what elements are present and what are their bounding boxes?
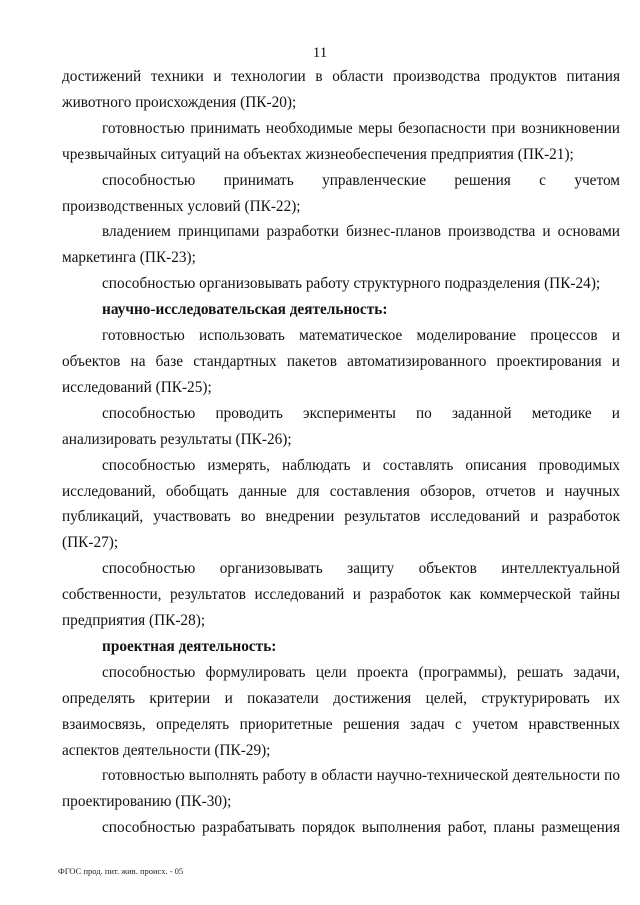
paragraph-pk22: способностью принимать управленческие решения с учетом производственных условий (ПК-22);: [62, 171, 620, 215]
paragraph-pk31-start: способностью разрабатывать порядок выполнения работ, планы размещения: [102, 819, 620, 837]
paragraph-pk29: способностью формулировать цели проекта (программы), решать задачи, определять критерии и показатели достижения целей, структурировать их взаимосвязь, определять приоритетные решения задач с учетом нравственных аспектов деятельности (ПК-29);: [62, 663, 620, 759]
section-heading-project: проектная деятельность:: [102, 637, 277, 655]
document-body: [62, 64, 620, 841]
paragraph-pk23: владением принципами разработки бизнес-планов производства и основами маркетинга (ПК-23);: [62, 223, 620, 267]
paragraph-pk27: способностью измерять, наблюдать и составлять описания проводимых исследований, обобщать данные для составления обзоров, отчетов и научных публикаций, участвовать во внедрении результатов исследований и разработок (ПК-27);: [62, 456, 620, 552]
section-heading-research: научно-исследовательская деятельность:: [102, 301, 388, 319]
paragraph-pk26: способностью проводить эксперименты по заданной методике и анализировать результаты (ПК-26);: [62, 404, 620, 448]
paragraph-pk28: способностью организовывать защиту объектов интеллектуальной собственности, результатов исследований и разработок как коммерческой тайны предприятия (ПК-28);: [62, 560, 620, 630]
paragraph-pk30: готовностью выполнять работу в области научно-технической деятельности по проектированию (ПК-30);: [62, 767, 620, 811]
paragraph-pk24: способностью организовывать работу структурного подразделения (ПК-24);: [102, 275, 601, 293]
paragraph-pk21: готовностью принимать необходимые меры безопасности при возникновении чрезвычайных ситуаций на объектах жизнеобеспечения предприятия (ПК-21);: [62, 119, 620, 163]
paragraph-pk25: готовностью использовать математическое моделирование процессов и объектов на базе стандартных пакетов автоматизированного проектирования и исследований (ПК-25);: [62, 327, 620, 396]
page-number: 11: [312, 45, 328, 61]
paragraph-pk20: достижений техники и технологии в области производства продуктов питания животного происхождения (ПК-20);: [62, 68, 620, 111]
page-footer: ФГОС прод. пит. жив. происх. - 05: [58, 866, 184, 876]
